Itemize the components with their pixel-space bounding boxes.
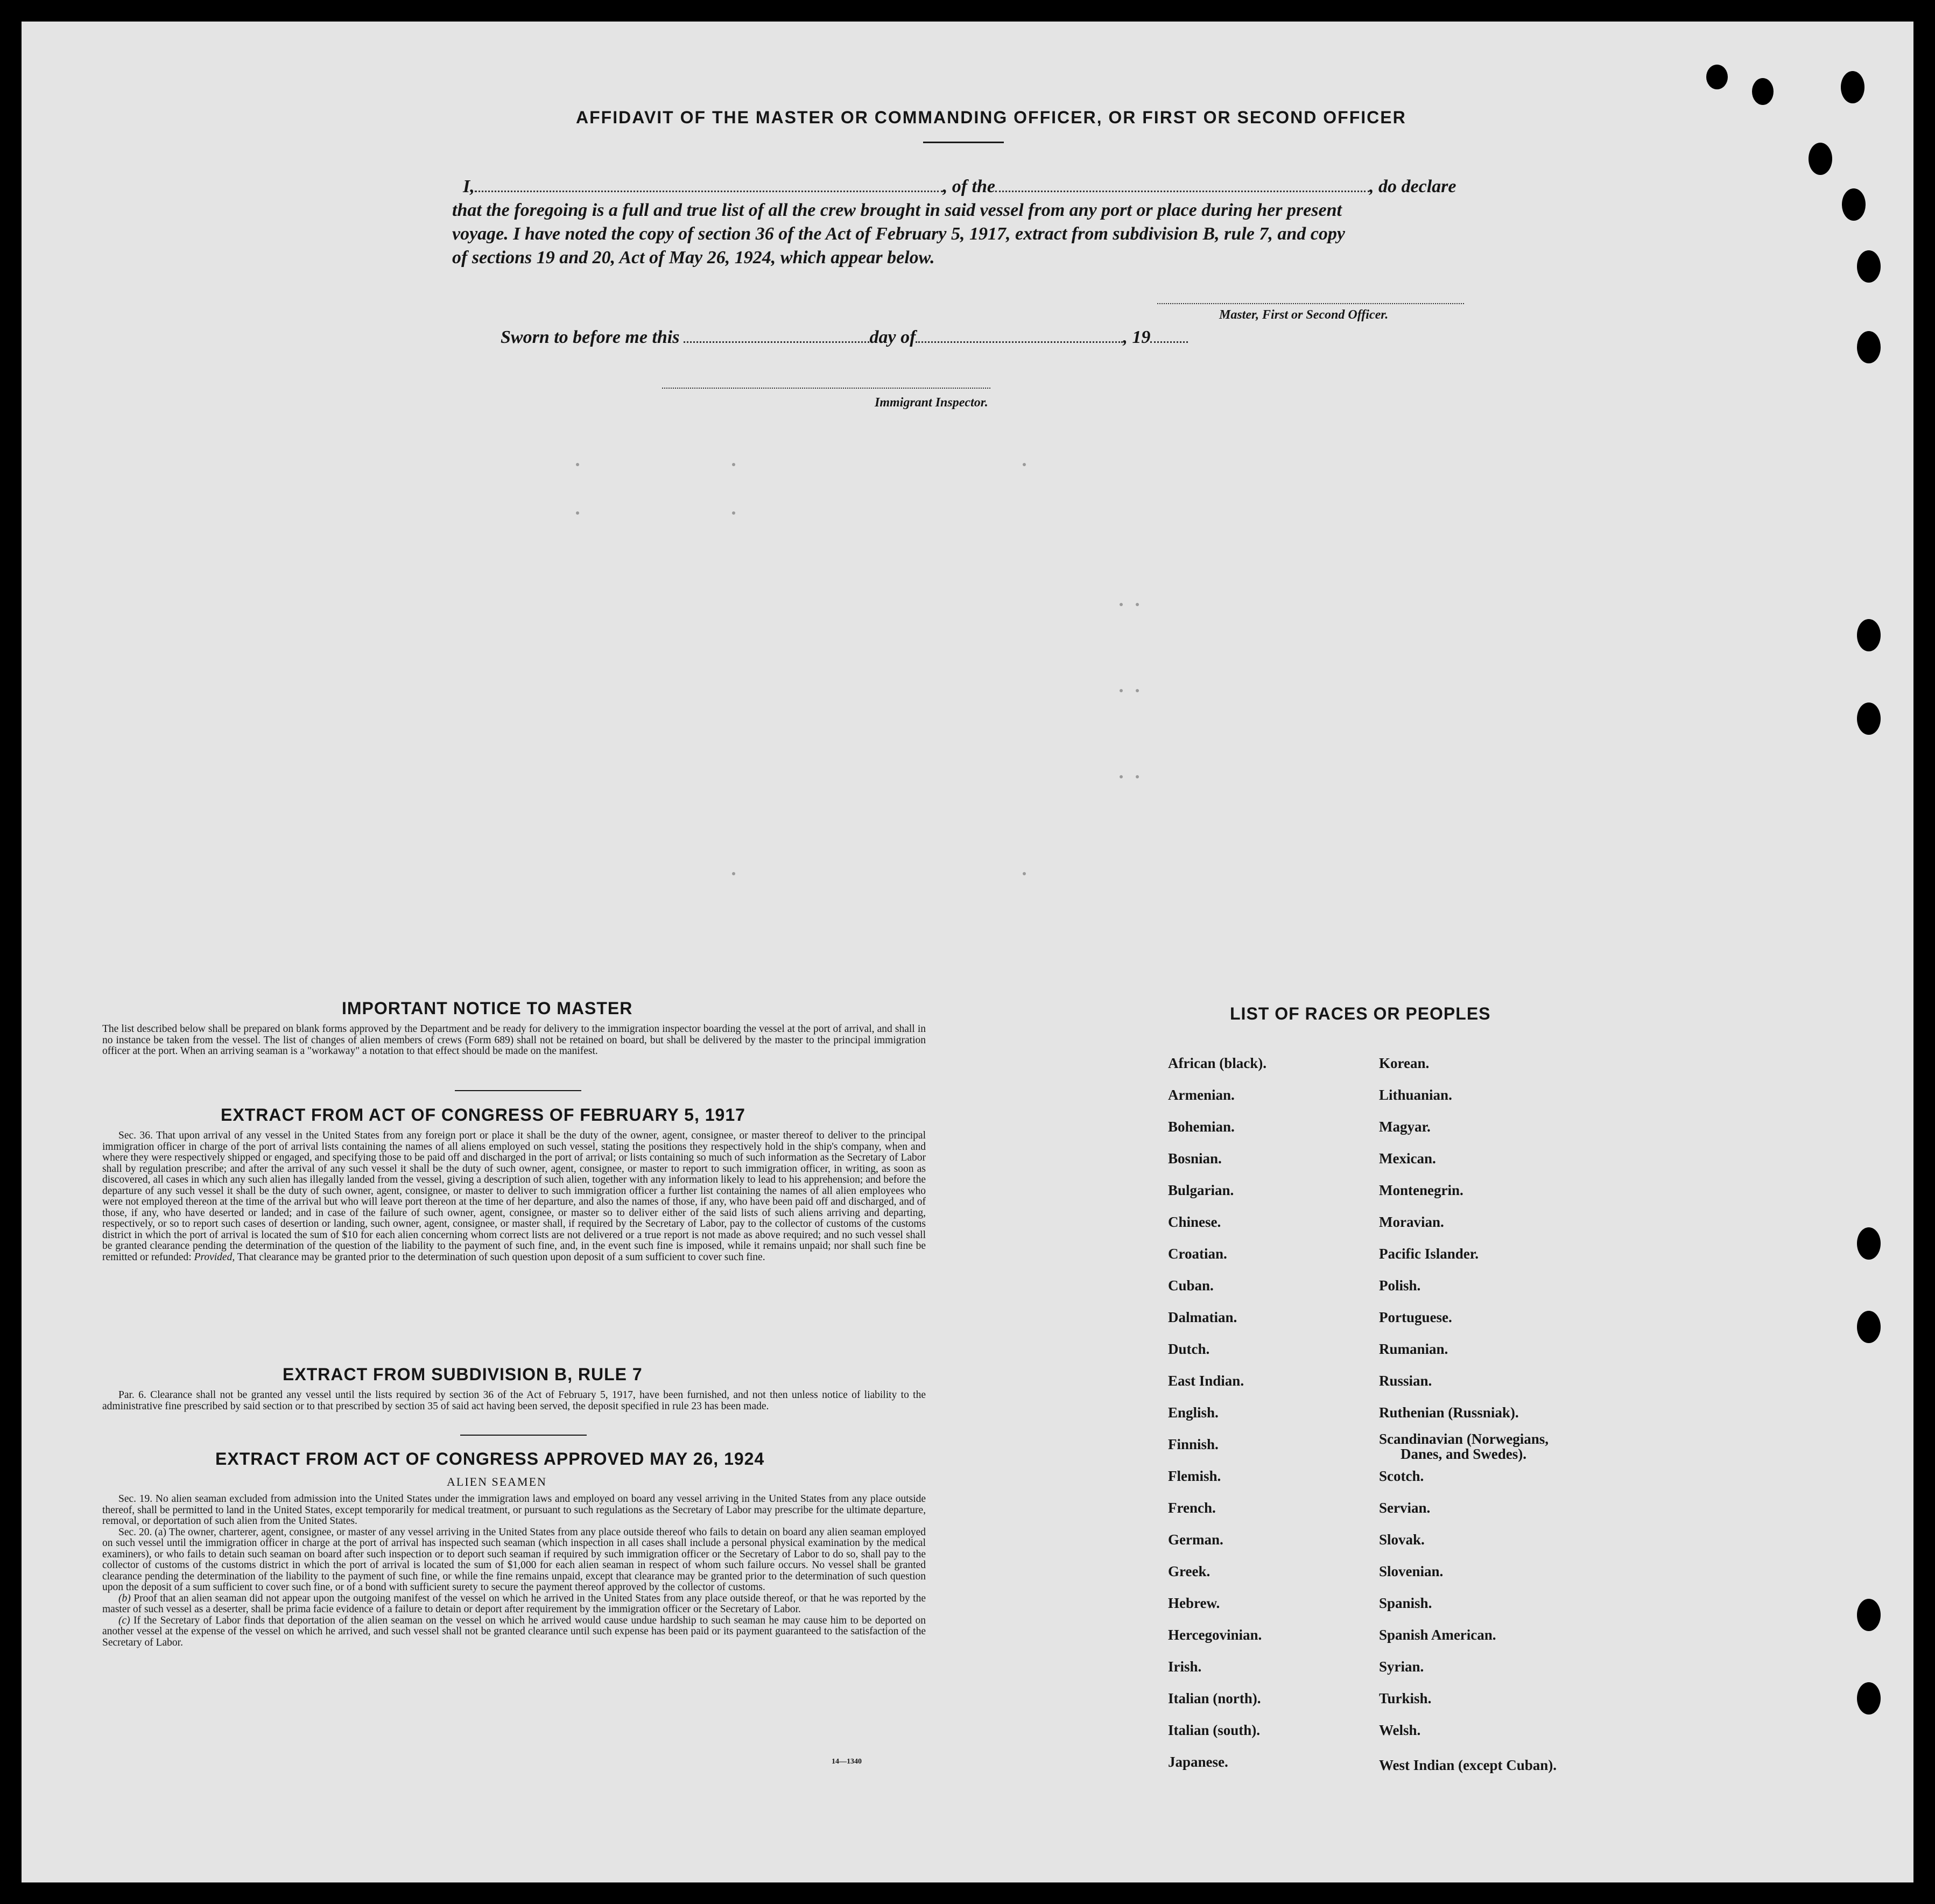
punch-hole [1752,78,1774,105]
speck [1023,463,1026,466]
declaration-line-2: that the foregoing is a full and true list of all the crew brought in said vessel from any port or place during her present [452,200,1342,220]
sec-36-label: Sec. 36. [118,1130,153,1141]
inspector-signature-line [662,388,990,389]
punch-hole [1809,143,1832,175]
speck [732,511,735,515]
speck [732,872,735,875]
sec-20c-label: (c) [118,1614,130,1626]
race-left-item: Hebrew. [1168,1595,1220,1611]
speck [576,511,579,515]
notice-body: The list described below shall be prepared on blank forms approved by the Department and be ready for delivery to the immigration inspector boarding the vessel at the port of arrival, and shall in no instance be taken from the vessel. The list of changes of alien members of crews (Form 689) shall not be retained on board, but shall be delivered by the master to the principal immigration officer at the port. When an arriving seaman is a "workaway" a notation to that effect should be made on the manifest. [102,1023,926,1057]
race-left-item: Armenian. [1168,1087,1235,1103]
punch-hole [1857,1682,1881,1715]
race-right-item: Slovak. [1379,1531,1425,1548]
races-title: LIST OF RACES OR PEOPLES [1230,1004,1491,1023]
race-right-item: Slovenian. [1379,1563,1444,1579]
race-left-item: Irish. [1168,1659,1202,1675]
master-signature-line [1157,303,1464,304]
race-left-item: English. [1168,1404,1219,1421]
word-do-declare: , do declare [1369,177,1456,196]
speck [732,463,735,466]
race-left-item: Greek. [1168,1563,1211,1579]
punch-hole [1857,619,1881,651]
subdivision-b-body [102,1390,926,1412]
race-left-item: Dutch. [1168,1341,1210,1357]
proviso-label: Provided, [194,1251,235,1263]
speck [1136,689,1139,692]
notice-title: IMPORTANT NOTICE TO MASTER [342,999,633,1018]
sec-20b-text: Proof that an alien seaman did not appear upon the outgoing manifest of the vessel on which he arrived in the United States from any place outside thereof, or that he was reported by the master of such vessel as a deserter, shall be prima facie evidence of a failure to detain or deport after requirement by the immigration officer or the Secretary of Labor. [102,1592,926,1615]
race-right-item: Pacific Islander. [1379,1246,1479,1262]
race-right-item: Turkish. [1379,1690,1432,1706]
extract-1924-title: EXTRACT FROM ACT OF CONGRESS APPROVED MAY 26, 1924 [215,1449,765,1469]
race-right-item: Scotch. [1379,1468,1424,1484]
speck [1120,689,1123,692]
punch-hole [1841,71,1864,103]
declaration-line-3: voyage. I have noted the copy of section 36 of the Act of February 5, 1917, extract from subdivision B, rule 7, and copy [452,224,1345,244]
inspector-caption: Immigrant Inspector. [875,396,988,410]
race-left-item: Croatian. [1168,1246,1227,1262]
race-right-item: Scandinavian (Norwegians, [1379,1431,1549,1447]
race-left-item: Dalmatian. [1168,1309,1237,1325]
race-right-item: Danes, and Swedes). [1401,1446,1527,1462]
race-left-item: Chinese. [1168,1214,1221,1230]
par-6-text: Par. 6. Clearance shall not be granted any vessel until the lists required by section 36 of the Act of February 5, 1917, have been furnished, and not then unless notice of liability to the administrative fine prescribed by said section or to that prescribed by section 35 of said act having been served, the deposit specified in rule 23 has been made. [102,1389,926,1412]
race-right-item: Spanish American. [1379,1627,1496,1643]
speck [576,463,579,466]
race-left-item: Bulgarian. [1168,1182,1234,1198]
speck [1120,775,1123,778]
race-right-item: Servian. [1379,1500,1431,1516]
word-i: I, [463,177,475,196]
alien-seamen-subtitle: ALIEN SEAMEN [447,1475,547,1488]
day-of-label: day of [869,327,916,347]
sec-19-label: Sec. 19. [118,1493,153,1505]
sworn-line [501,326,1188,349]
sworn-label: Sworn to before me this [501,327,680,347]
extract-1917-body [102,1130,926,1263]
punch-hole [1857,331,1881,363]
extract-1924-body [102,1494,926,1648]
race-right-item: Korean. [1379,1055,1430,1071]
race-right-item: Rumanian. [1379,1341,1448,1357]
race-right-item: Moravian. [1379,1214,1444,1230]
race-left-item: Cuban. [1168,1277,1214,1294]
punch-hole [1706,65,1728,89]
race-right-item: Welsh. [1379,1722,1421,1738]
sec-20c-text: If the Secretary of Labor finds that deportation of the alien seaman on the vessel on which he arrived would cause undue hardship to such seaman he may cause him to be deported on another vessel at the expense of the vessel on which he arrived, and such vessel shall not be granted clearance until such expense has been paid or its payment guaranteed to the satisfaction of the Secretary of Labor. [102,1614,926,1648]
race-left-item: African (black). [1168,1055,1266,1071]
punch-hole [1857,1227,1881,1260]
race-right-item: Lithuanian. [1379,1087,1452,1103]
affidavit-declaration [452,175,1529,270]
sec-20a-label: Sec. 20. (a) [118,1526,167,1538]
race-left-item: Bosnian. [1168,1150,1222,1167]
notice-divider [455,1090,581,1091]
form-number: 14—1340 [832,1758,862,1766]
race-left-item: Flemish. [1168,1468,1221,1484]
year-prefix: , 19 [1123,327,1151,347]
race-left-item: Japanese. [1168,1754,1228,1770]
race-right-item: Spanish. [1379,1595,1432,1611]
race-right-item: Magyar. [1379,1119,1431,1135]
punch-hole [1857,250,1881,283]
race-right-item: Russian. [1379,1373,1432,1389]
sec-20a-text: The owner, charterer, agent, consignee, or master of any vessel arriving in the United States from any place outside thereof who fails to detain on board any alien seaman employed on such vessel until the immigration officer in charge at the port of arrival has inspected such seaman (which inspection in all cases shall include a personal physical examination by the medical examiners), or who fails to detain such seaman on board after such inspection or to deport such seaman if required by such immigration officer or the Secretary of Labor to do so, shall pay to the collector of customs of the customs district in which the port of arrival is located the sum of $1,000 for each alien seaman in respect of whom such failure occurs. No vessel shall be granted clearance pending the determination of the liability to the payment of such fine, or while the fine remains unpaid, except that clearance may be granted prior to the determination of such question upon the deposit of a sum sufficient to cover such fine, or of a bond with sufficient surety to secure the payment thereof approved by the collector of customs. [102,1526,926,1593]
race-left-item: German. [1168,1531,1223,1548]
speck [1023,872,1026,875]
race-left-item: Italian (north). [1168,1690,1261,1706]
punch-hole [1857,702,1881,735]
proviso-text: That clearance may be granted prior to the determination of such question upon deposit of a sum sufficient to cover such fine. [237,1251,765,1263]
affidavit-title: AFFIDAVIT OF THE MASTER OR COMMANDING OFFICER, OR FIRST OR SECOND OFFICER [576,108,1406,127]
punch-hole [1857,1599,1881,1631]
subdivision-b-divider [460,1435,587,1436]
word-of-the: , of the [942,177,996,196]
punch-hole [1842,188,1866,221]
race-left-item: Finnish. [1168,1436,1219,1452]
race-right-item: Ruthenian (Russniak). [1379,1404,1519,1421]
race-left-item: Hercegovinian. [1168,1627,1262,1643]
sec-20b-label: (b) [118,1592,131,1604]
punch-hole [1857,1311,1881,1343]
race-left-item: East Indian. [1168,1373,1244,1389]
speck [1120,603,1123,606]
subdivision-b-title: EXTRACT FROM SUBDIVISION B, RULE 7 [283,1365,643,1384]
race-right-item: Mexican. [1379,1150,1436,1167]
race-right-item: Polish. [1379,1277,1421,1294]
sec-19-text: No alien seaman excluded from admission into the United States under the immigration laws and employed on board any vessel arriving in the United States from any place outside thereof, shall be permitted to land in the United States, except temporarily for medical treatment, or pursuant to such regulations as the Secretary of Labor may prescribe for the ultimate departure, removal, or deportation of such alien from the United States. [102,1493,926,1527]
race-right-item: Montenegrin. [1379,1182,1463,1198]
declaration-line-4: of sections 19 and 20, Act of May 26, 1924, which appear below. [452,248,935,268]
master-signature-caption: Master, First or Second Officer. [1219,308,1389,322]
speck [1136,775,1139,778]
title-divider [923,142,1004,143]
sec-36-text: That upon arrival of any vessel in the United States from any foreign port or place it shall be the duty of the owner, agent, consignee, or master thereof to deliver to the principal immigration officer in charge of the port of arrival lists containing the names of all aliens employed on such vessel, stating the positions they respectively hold in the ship's company, when and where they were respectively shipped or engaged, and specifying those to be paid off and discharged in the port of arrival; or lists containing so much of such information as the Secretary of Labor shall by regulation prescribe; and after the arrival of any such vessel it shall be the duty of such owner, agent, consignee, or master to report to such immigration officer, in writing, as soon as discovered, all cases in which any such alien has illegally landed from the vessel, giving a description of such alien, together with any information likely to lead to his apprehension; and before the departure of any such vessel it shall be the duty of such owner, agent, consignee, or master to deliver to such immigration officer a further list containing the names of all alien employees who were not employed thereon at the time of the arrival but who will leave port thereon at the time of her departure, and also the names of those, if any, who have been paid off and discharged, and of those, if any, who have deserted or landed; and in case of the failure of such owner, agent, consignee, or master so to deliver either of the said lists of such aliens arriving and departing, respectively, or so to report such cases of desertion or landing, such owner, agent, consignee, or master shall, if required by the Secretary of Labor, pay to the collector of customs of the customs district in which the port of arrival is located the sum of $10 for each alien concerning whom correct lists are not delivered or a true report is not made as above required; and no such vessel shall be granted clearance pending the determination of the question of the liability to the payment of such fine, and, in the event such fine is imposed, while it remains unpaid; nor shall such fine be remitted or refunded: [102,1130,926,1263]
race-right-item: Syrian. [1379,1659,1424,1675]
race-left-item: Italian (south). [1168,1722,1261,1738]
race-right-item: Portuguese. [1379,1309,1452,1325]
extract-1917-title: EXTRACT FROM ACT OF CONGRESS OF FEBRUARY 5, 1917 [221,1105,745,1125]
race-left-item: Bohemian. [1168,1119,1235,1135]
race-left-item: French. [1168,1500,1216,1516]
document-page [22,22,1913,1882]
speck [1136,603,1139,606]
race-right-item: West Indian (except Cuban). [1379,1757,1557,1773]
